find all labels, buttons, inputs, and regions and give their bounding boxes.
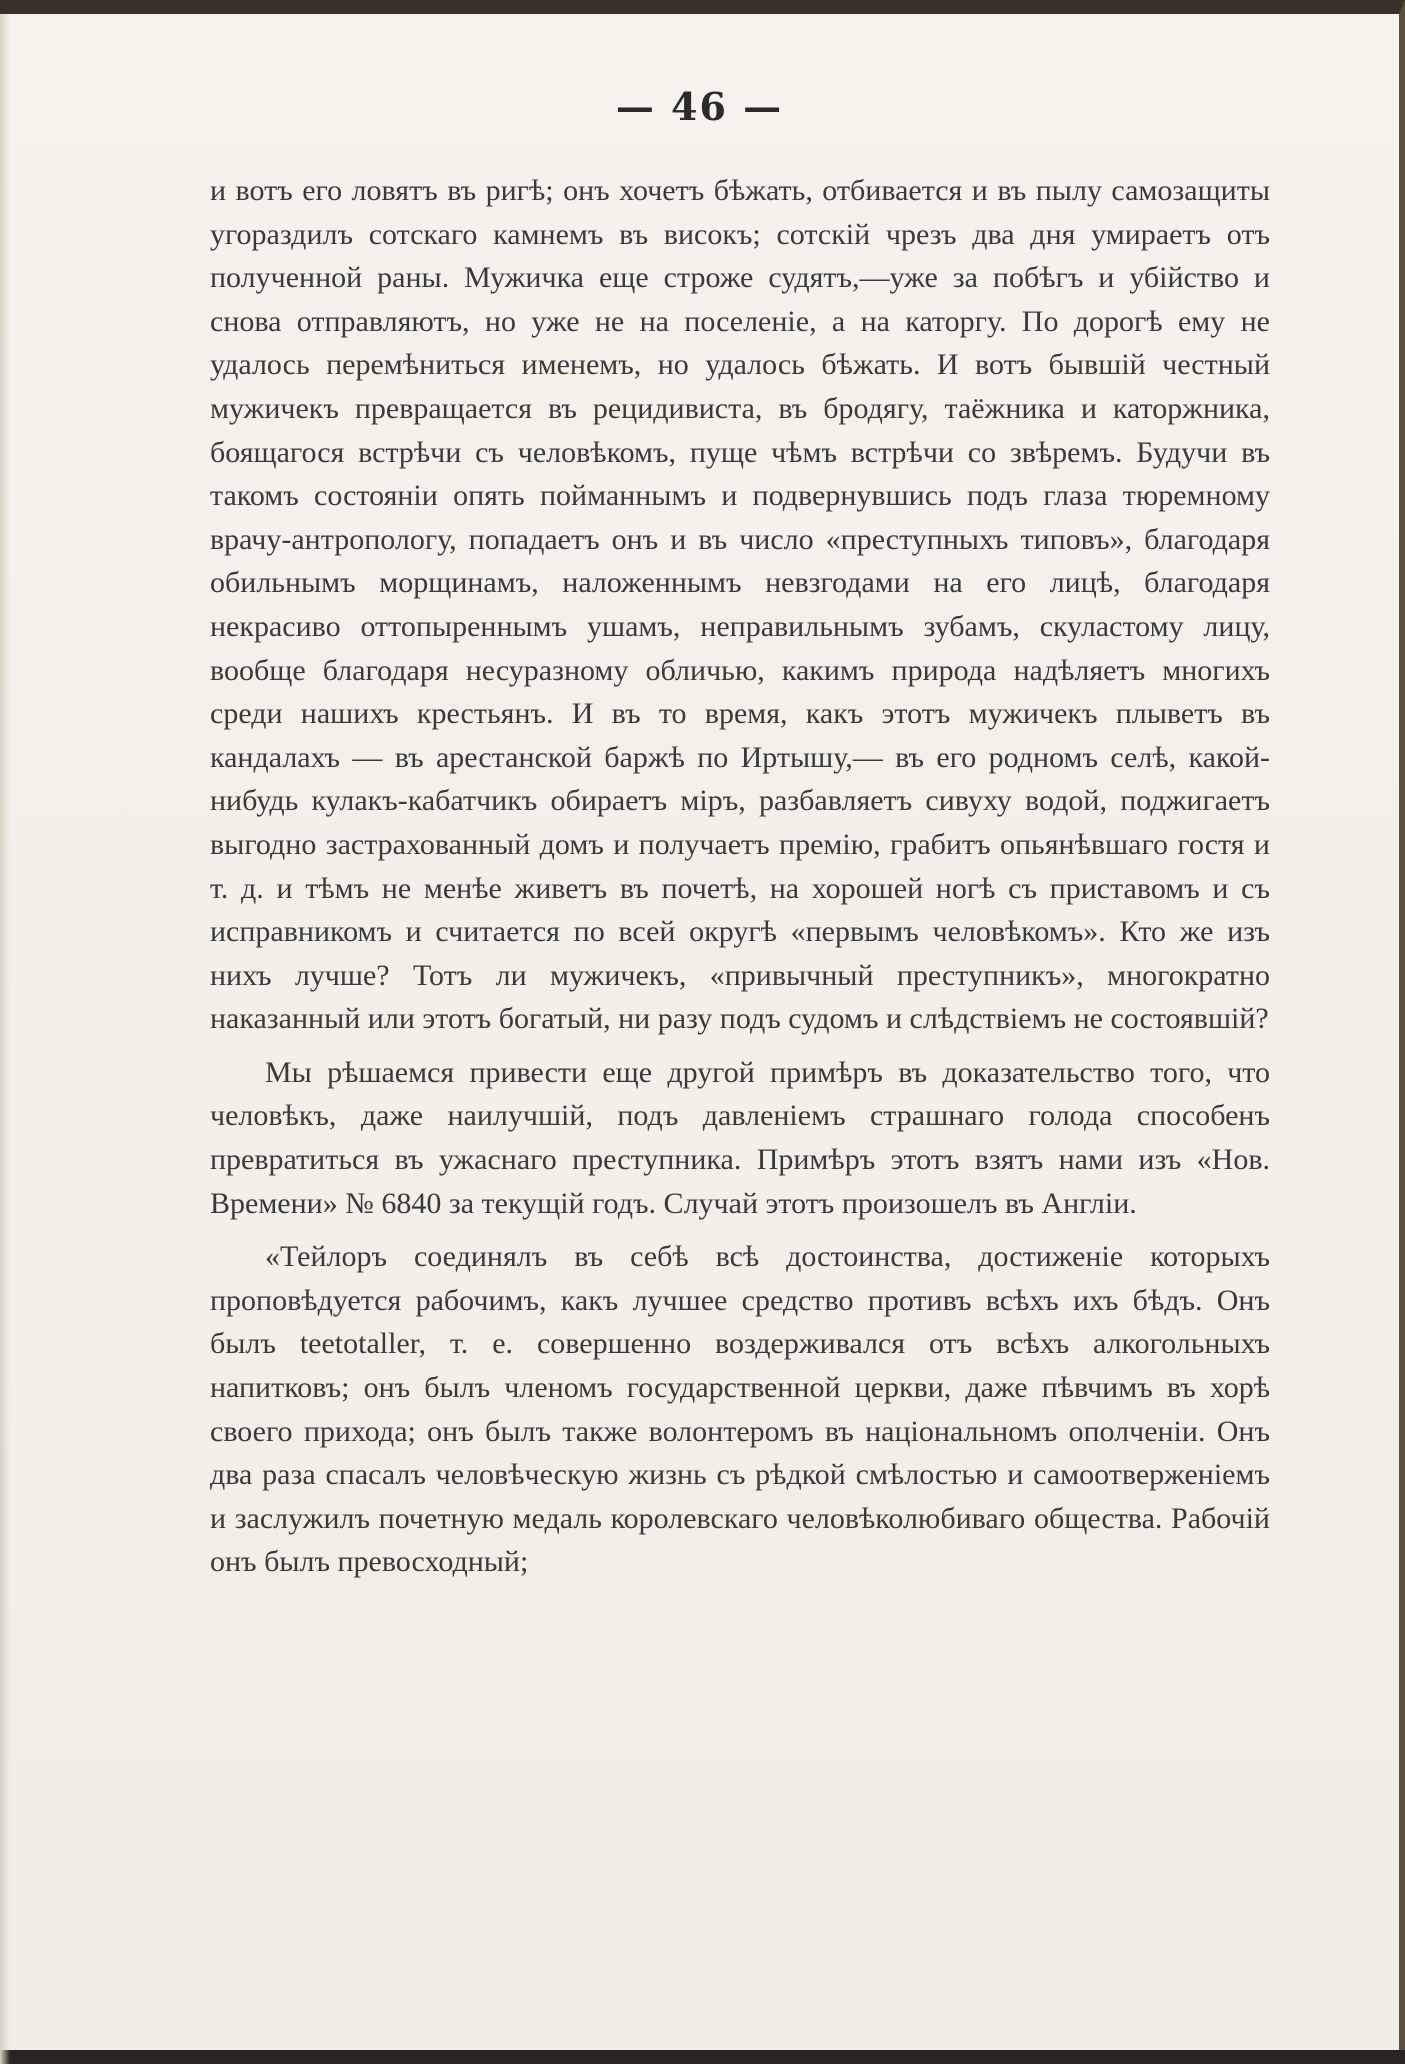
paragraph-3: «Тейлоръ соединялъ въ себѣ всѣ достоинства, достиженіе которыхъ проповѣдуется рабочимъ, какъ лучшее средство противъ всѣхъ ихъ бѣдъ. Онъ былъ teetotaller, т. е. совершенно воздерживался отъ всѣхъ алкогольныхъ напитковъ; онъ былъ членомъ государственной церкви, даже пѣвчимъ въ хорѣ своего прихода; онъ былъ также волонтеромъ въ національномъ ополченіи. Онъ два раза спасалъ человѣческую жизнь съ рѣдкой смѣлостью и самоотверженіемъ и заслужилъ почетную медаль королевскаго человѣколюбиваго общества. Рабочій онъ былъ превосходный; (210, 1240, 1270, 1579)
paragraph-2: Мы рѣшаемся привести еще другой примѣръ въ доказательство того, что человѣкъ, даже наилучшій, подъ давленіемъ страшнаго голода способенъ превратиться въ ужаснаго преступника. Примѣръ этотъ взятъ нами изъ «Нов. Времени» № 6840 за текущій годъ. Случай этотъ произошелъ въ Англіи. (210, 1055, 1270, 1220)
paragraph-1: и вотъ его ловятъ въ ригѣ; онъ хочетъ бѣжать, отбивается и въ пылу самозащиты угораздилъ сотскаго камнемъ въ високъ; сотскій чрезъ два дня умираетъ отъ полученной раны. Мужичка еще строже судятъ,—уже за побѣгъ и убійство и снова отправляютъ, но уже не на поселеніе, а на каторгу. По дорогѣ ему не удалось перемѣниться именемъ, но удалось бѣжать. И вотъ бывшій честный мужичекъ превращается въ рецидивиста, въ бродягу, таёжника и каторжника, боящагося встрѣчи съ человѣкомъ, пуще чѣмъ встрѣчи со звѣремъ. Будучи въ такомъ состояніи опять пойманнымъ и подвернувшись подъ глаза тюремному врачу-антропологу, попадаетъ онъ и въ число «преступныхъ типовъ», благодаря обильнымъ морщинамъ, наложеннымъ невзгодами на его лицѣ, благодаря некрасиво оттопыреннымъ ушамъ, неправильнымъ зубамъ, скуластому лицу, вообще благодаря несуразному обличью, какимъ природа надѣляетъ многихъ среди нашихъ крестьянъ. И въ то время, какъ этотъ мужичекъ плыветъ въ кандалахъ — въ арестанской баржѣ по Иртышу,— въ его родномъ селѣ, какой-нибудь кулакъ-кабатчикъ обираетъ міръ, разбавляетъ сивуху водой, поджигаетъ выгодно застрахованный домъ и получаетъ премію, грабитъ опьянѣвшаго гостя и т. д. и тѣмъ не менѣе живетъ въ почетѣ, на хорошей ногѣ съ приставомъ и съ исправникомъ и считается по всей округѣ «первымъ человѣкомъ». Кто же изъ нихъ лучше? Тотъ ли мужичекъ, «привычный преступникъ», многократно наказанный или этотъ богатый, ни разу подъ судомъ и слѣдствіемъ не состоявшій? (210, 174, 1270, 1036)
page-spine-shadow (0, 14, 10, 2064)
page-body (210, 169, 1270, 1584)
page-number: — 46 — (615, 84, 784, 129)
